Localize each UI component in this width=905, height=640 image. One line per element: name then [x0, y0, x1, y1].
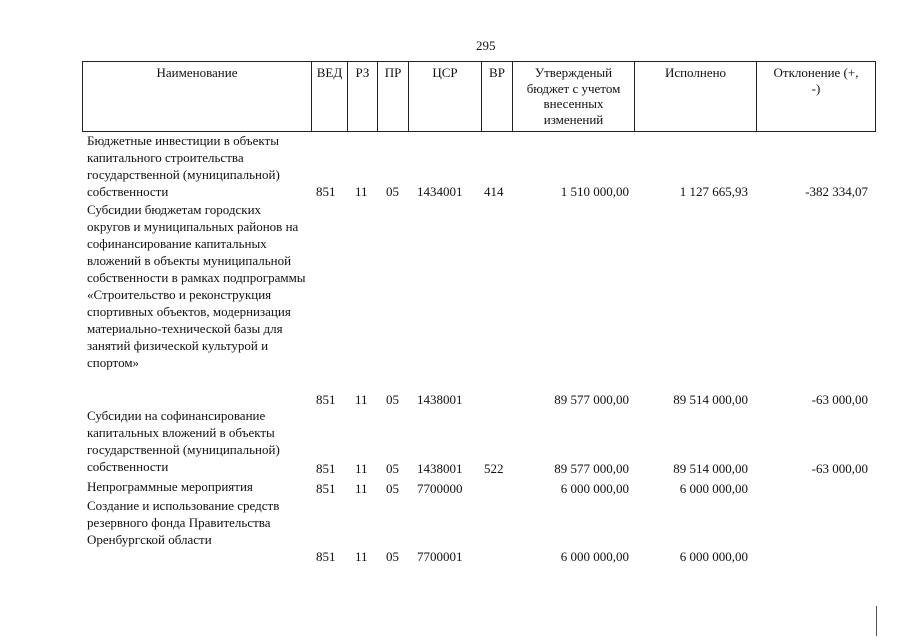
header-rz: РЗ: [347, 61, 378, 132]
row-rz: 11: [355, 461, 368, 476]
row-pr: 05: [386, 461, 399, 476]
table-header: [82, 61, 876, 132]
row-ved: 851: [316, 392, 336, 407]
row-csr: 1438001: [417, 461, 463, 476]
row-ved: 851: [316, 549, 336, 564]
header-csr: ЦСР: [408, 61, 482, 132]
row-vr: 414: [484, 184, 504, 199]
header-name: Наименование: [82, 61, 312, 132]
row-name: Создание и использование средств резервного фонда Правительства Оренбургской области: [87, 498, 280, 547]
row-name: Субсидии на софинансирование капитальных вложений в объекты государственной (муниципальной) собственности: [87, 408, 280, 474]
row-approved: 89 577 000,00: [554, 461, 629, 476]
row-executed: 89 514 000,00: [673, 392, 748, 407]
row-approved: 6 000 000,00: [560, 549, 629, 564]
margin-rule: [876, 606, 877, 636]
row-name: Субсидии бюджетам городских округов и муниципальных районов на софинансирование капитальных вложений в объекты муниципальной собственности в рамках подпрограммы «Строительство и реконструкция спортивных объектов, модернизация материально-технической базы для занятий физической культурой и спортом»: [87, 202, 306, 370]
row-csr: 7700001: [417, 549, 463, 564]
row-pr: 05: [386, 392, 399, 407]
page-number: 295: [476, 38, 496, 53]
row-ved: 851: [316, 481, 336, 496]
row-pr: 05: [386, 184, 399, 199]
row-csr: 7700000: [417, 481, 463, 496]
row-rz: 11: [355, 392, 368, 407]
row-executed: 6 000 000,00: [679, 481, 748, 496]
row-approved: 1 510 000,00: [560, 184, 629, 199]
row-executed: 6 000 000,00: [679, 549, 748, 564]
row-executed: 89 514 000,00: [673, 461, 748, 476]
header-deviation: Отклонение (+, -): [756, 61, 876, 132]
row-ved: 851: [316, 184, 336, 199]
row-executed: 1 127 665,93: [679, 184, 748, 199]
header-executed: Исполнено: [634, 61, 757, 132]
row-deviation: -382 334,07: [805, 184, 868, 199]
row-rz: 11: [355, 549, 368, 564]
row-name: Бюджетные инвестиции в объекты капитального строительства государственной (муниципальной) собственности: [87, 133, 280, 199]
row-deviation: -63 000,00: [811, 461, 868, 476]
row-rz: 11: [355, 481, 368, 496]
row-vr: 522: [484, 461, 504, 476]
row-name: Непрограммные мероприятия: [87, 479, 253, 494]
header-vr: ВР: [481, 61, 513, 132]
row-csr: 1438001: [417, 392, 463, 407]
row-ved: 851: [316, 461, 336, 476]
row-pr: 05: [386, 481, 399, 496]
header-pr: ПР: [377, 61, 409, 132]
header-approved: Утвержденый бюджет с учетом внесенных изменений: [512, 61, 635, 132]
row-pr: 05: [386, 549, 399, 564]
row-approved: 89 577 000,00: [554, 392, 629, 407]
row-csr: 1434001: [417, 184, 463, 199]
row-deviation: -63 000,00: [811, 392, 868, 407]
row-approved: 6 000 000,00: [560, 481, 629, 496]
header-ved: ВЕД: [311, 61, 348, 132]
row-rz: 11: [355, 184, 368, 199]
